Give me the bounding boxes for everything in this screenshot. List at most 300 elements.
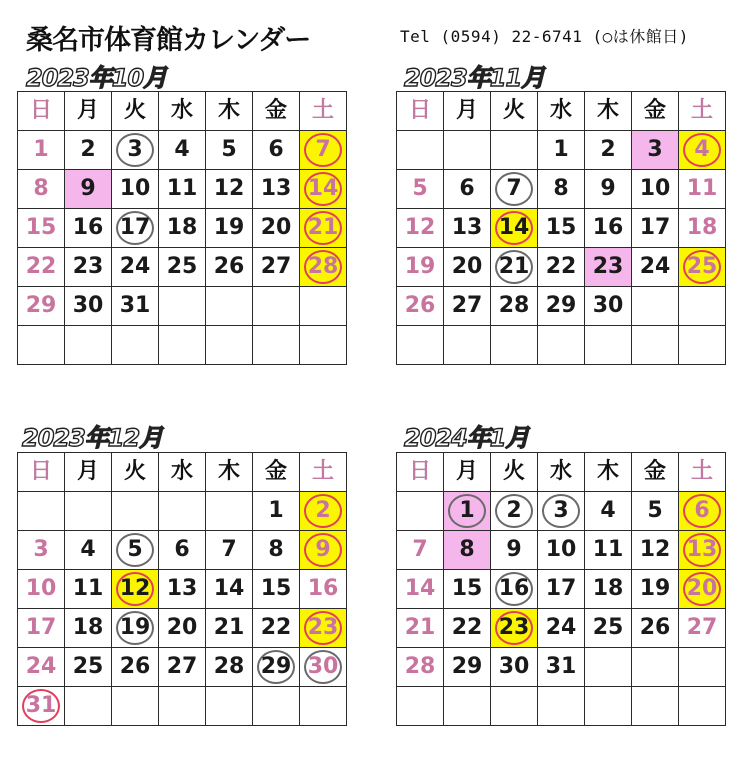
day-number: 17 xyxy=(119,215,151,240)
month-year: 2023 xyxy=(22,424,85,452)
day-cell xyxy=(444,492,491,531)
day-number: 7 xyxy=(506,176,522,201)
day-number: 14 xyxy=(498,215,530,240)
weekday-header: 土 xyxy=(300,453,347,492)
day-cell xyxy=(300,492,347,531)
day-number: 20 xyxy=(686,576,718,601)
day-number: 4 xyxy=(174,137,190,162)
day-number: 6 xyxy=(174,537,190,562)
day-cell xyxy=(679,131,726,170)
weekday-header: 木 xyxy=(585,92,632,131)
week-row xyxy=(397,287,726,326)
empty-cell xyxy=(253,687,300,726)
day-cell xyxy=(538,209,585,248)
day-number: 5 xyxy=(127,537,143,562)
day-cell xyxy=(300,570,347,609)
day-cell xyxy=(159,131,206,170)
weekday-header: 月 xyxy=(444,92,491,131)
week-row xyxy=(397,492,726,531)
day-cell xyxy=(444,570,491,609)
day-number: 29 xyxy=(545,293,577,318)
empty-cell xyxy=(206,326,253,365)
day-cell xyxy=(300,248,347,287)
month-year: 2023 xyxy=(26,64,89,92)
month-name: 年11月 xyxy=(466,64,545,92)
week-row xyxy=(18,570,347,609)
empty-cell xyxy=(300,687,347,726)
day-number: 21 xyxy=(498,254,530,279)
day-cell xyxy=(679,570,726,609)
day-cell xyxy=(397,287,444,326)
weekday-header: 土 xyxy=(300,92,347,131)
day-number: 26 xyxy=(119,654,151,679)
day-cell xyxy=(491,209,538,248)
weekday-header-row xyxy=(18,92,347,131)
day-cell xyxy=(679,531,726,570)
week-row xyxy=(397,531,726,570)
empty-cell xyxy=(444,687,491,726)
day-number: 21 xyxy=(404,615,436,640)
weekday-header: 金 xyxy=(253,92,300,131)
weekday-header: 金 xyxy=(253,453,300,492)
day-number: 8 xyxy=(459,537,475,562)
day-number: 3 xyxy=(33,537,49,562)
day-number: 26 xyxy=(404,293,436,318)
empty-cell xyxy=(397,687,444,726)
day-number: 31 xyxy=(545,654,577,679)
empty-cell xyxy=(444,131,491,170)
day-cell xyxy=(585,131,632,170)
day-number: 5 xyxy=(412,176,428,201)
day-cell xyxy=(206,248,253,287)
weekday-header: 日 xyxy=(397,453,444,492)
day-cell xyxy=(444,531,491,570)
day-number: 11 xyxy=(72,576,104,601)
day-cell xyxy=(585,609,632,648)
day-cell xyxy=(18,248,65,287)
day-cell xyxy=(491,170,538,209)
day-number: 22 xyxy=(25,254,57,279)
empty-cell xyxy=(585,648,632,687)
empty-cell xyxy=(65,687,112,726)
day-number: 19 xyxy=(213,215,245,240)
day-cell xyxy=(112,287,159,326)
day-cell xyxy=(538,492,585,531)
day-number: 18 xyxy=(166,215,198,240)
day-number: 12 xyxy=(404,215,436,240)
day-cell xyxy=(253,531,300,570)
week-row xyxy=(18,648,347,687)
weekday-header: 水 xyxy=(538,92,585,131)
weekday-header: 木 xyxy=(206,92,253,131)
empty-cell xyxy=(206,287,253,326)
empty-cell xyxy=(679,687,726,726)
day-number: 24 xyxy=(25,654,57,679)
day-cell xyxy=(253,609,300,648)
weekday-header: 土 xyxy=(679,92,726,131)
day-number: 28 xyxy=(213,654,245,679)
day-cell xyxy=(491,609,538,648)
empty-cell xyxy=(491,131,538,170)
day-number: 8 xyxy=(33,176,49,201)
day-cell xyxy=(18,648,65,687)
day-number: 6 xyxy=(694,498,710,523)
day-number: 22 xyxy=(545,254,577,279)
day-cell xyxy=(65,570,112,609)
day-cell xyxy=(491,287,538,326)
empty-cell xyxy=(444,326,491,365)
day-number: 13 xyxy=(260,176,292,201)
day-cell xyxy=(206,648,253,687)
day-cell xyxy=(300,531,347,570)
day-cell xyxy=(397,648,444,687)
empty-cell xyxy=(65,492,112,531)
week-row xyxy=(18,326,347,365)
day-cell xyxy=(65,209,112,248)
phone-note: Tel (0594) 22-6741 (○は休館日) xyxy=(400,27,689,46)
empty-cell xyxy=(632,687,679,726)
week-row xyxy=(18,209,347,248)
day-cell xyxy=(159,170,206,209)
day-number: 17 xyxy=(545,576,577,601)
day-number: 9 xyxy=(315,537,331,562)
day-cell xyxy=(585,570,632,609)
day-cell xyxy=(585,170,632,209)
day-cell xyxy=(253,170,300,209)
weekday-header: 日 xyxy=(397,92,444,131)
week-row xyxy=(397,570,726,609)
empty-cell xyxy=(112,326,159,365)
day-number: 2 xyxy=(600,137,616,162)
weekday-header: 水 xyxy=(538,453,585,492)
day-cell xyxy=(159,248,206,287)
day-cell xyxy=(632,531,679,570)
day-cell xyxy=(632,609,679,648)
day-cell xyxy=(538,287,585,326)
empty-cell xyxy=(491,326,538,365)
day-number: 27 xyxy=(166,654,198,679)
day-cell xyxy=(444,609,491,648)
day-number: 15 xyxy=(451,576,483,601)
weekday-header-row xyxy=(397,453,726,492)
day-number: 28 xyxy=(498,293,530,318)
day-cell xyxy=(585,248,632,287)
weekday-header: 月 xyxy=(65,453,112,492)
day-number: 23 xyxy=(592,254,624,279)
day-cell xyxy=(65,287,112,326)
day-number: 17 xyxy=(25,615,57,640)
day-number: 2 xyxy=(315,498,331,523)
day-number: 8 xyxy=(553,176,569,201)
empty-cell xyxy=(159,287,206,326)
empty-cell xyxy=(397,131,444,170)
empty-cell xyxy=(159,326,206,365)
day-cell xyxy=(538,609,585,648)
day-number: 16 xyxy=(592,215,624,240)
day-cell xyxy=(159,531,206,570)
weekday-header: 金 xyxy=(632,453,679,492)
day-number: 4 xyxy=(600,498,616,523)
day-cell xyxy=(18,531,65,570)
day-number: 19 xyxy=(119,615,151,640)
day-cell xyxy=(491,648,538,687)
week-row xyxy=(397,326,726,365)
day-number: 15 xyxy=(260,576,292,601)
day-cell xyxy=(112,609,159,648)
day-number: 16 xyxy=(498,576,530,601)
day-number: 24 xyxy=(639,254,671,279)
day-cell xyxy=(679,248,726,287)
day-cell xyxy=(585,287,632,326)
day-cell xyxy=(300,131,347,170)
day-cell xyxy=(206,570,253,609)
day-number: 24 xyxy=(119,254,151,279)
calendar-dec xyxy=(17,452,347,726)
page-title: 桑名市体育館カレンダー xyxy=(26,25,311,56)
empty-cell xyxy=(585,326,632,365)
day-number: 26 xyxy=(213,254,245,279)
day-number: 3 xyxy=(647,137,663,162)
day-cell xyxy=(65,648,112,687)
empty-cell xyxy=(632,326,679,365)
day-cell xyxy=(538,570,585,609)
empty-cell xyxy=(206,492,253,531)
calendar-jan xyxy=(396,452,726,726)
week-row xyxy=(397,209,726,248)
day-cell xyxy=(112,570,159,609)
day-number: 27 xyxy=(260,254,292,279)
day-number: 31 xyxy=(25,693,57,718)
day-number: 18 xyxy=(592,576,624,601)
day-cell xyxy=(491,531,538,570)
day-cell xyxy=(253,248,300,287)
day-number: 1 xyxy=(268,498,284,523)
week-row xyxy=(18,287,347,326)
day-number: 25 xyxy=(592,615,624,640)
empty-cell xyxy=(18,492,65,531)
day-number: 22 xyxy=(451,615,483,640)
month-year: 2023 xyxy=(404,64,467,92)
day-number: 1 xyxy=(459,498,475,523)
day-cell xyxy=(253,570,300,609)
weekday-header: 日 xyxy=(18,453,65,492)
day-number: 18 xyxy=(686,215,718,240)
day-number: 30 xyxy=(72,293,104,318)
day-number: 3 xyxy=(553,498,569,523)
day-cell xyxy=(112,170,159,209)
weekday-header: 火 xyxy=(491,453,538,492)
day-cell xyxy=(444,648,491,687)
day-cell xyxy=(18,209,65,248)
week-row xyxy=(397,131,726,170)
day-cell xyxy=(679,609,726,648)
day-number: 19 xyxy=(639,576,671,601)
empty-cell xyxy=(632,648,679,687)
weekday-header: 金 xyxy=(632,92,679,131)
week-row xyxy=(18,609,347,648)
day-cell xyxy=(538,131,585,170)
weekday-header: 土 xyxy=(679,453,726,492)
empty-cell xyxy=(159,492,206,531)
empty-cell xyxy=(632,287,679,326)
day-cell xyxy=(65,170,112,209)
empty-cell xyxy=(253,287,300,326)
empty-cell xyxy=(159,687,206,726)
day-cell xyxy=(112,248,159,287)
day-cell xyxy=(585,209,632,248)
empty-cell xyxy=(206,687,253,726)
day-number: 11 xyxy=(686,176,718,201)
day-number: 14 xyxy=(404,576,436,601)
day-cell xyxy=(18,131,65,170)
day-cell xyxy=(18,287,65,326)
calendar-oct xyxy=(17,91,347,365)
day-number: 10 xyxy=(639,176,671,201)
day-number: 9 xyxy=(80,176,96,201)
month-label-nov xyxy=(404,58,544,93)
weekday-header: 水 xyxy=(159,92,206,131)
day-cell xyxy=(397,531,444,570)
weekday-header: 火 xyxy=(491,92,538,131)
day-cell xyxy=(65,248,112,287)
day-number: 9 xyxy=(600,176,616,201)
weekday-header: 木 xyxy=(206,453,253,492)
day-number: 7 xyxy=(221,537,237,562)
day-cell xyxy=(397,609,444,648)
day-number: 27 xyxy=(686,615,718,640)
day-cell xyxy=(585,492,632,531)
day-cell xyxy=(632,209,679,248)
day-cell xyxy=(65,609,112,648)
day-cell xyxy=(538,648,585,687)
empty-cell xyxy=(491,687,538,726)
empty-cell xyxy=(538,326,585,365)
month-label-oct xyxy=(26,58,166,93)
month-name: 年12月 xyxy=(84,424,163,452)
day-cell xyxy=(632,248,679,287)
day-cell xyxy=(65,131,112,170)
weekday-header: 月 xyxy=(444,453,491,492)
day-cell xyxy=(632,131,679,170)
day-number: 8 xyxy=(268,537,284,562)
day-number: 3 xyxy=(127,137,143,162)
day-number: 28 xyxy=(404,654,436,679)
day-cell xyxy=(300,170,347,209)
day-cell xyxy=(18,609,65,648)
month-label-dec xyxy=(22,418,162,453)
day-number: 1 xyxy=(553,137,569,162)
empty-cell xyxy=(300,287,347,326)
day-number: 17 xyxy=(639,215,671,240)
day-number: 11 xyxy=(592,537,624,562)
empty-cell xyxy=(65,326,112,365)
day-cell xyxy=(206,209,253,248)
day-number: 15 xyxy=(545,215,577,240)
day-cell xyxy=(253,648,300,687)
day-cell xyxy=(397,170,444,209)
day-cell xyxy=(679,492,726,531)
day-number: 7 xyxy=(315,137,331,162)
day-cell xyxy=(679,209,726,248)
day-cell xyxy=(397,248,444,287)
day-cell xyxy=(112,648,159,687)
week-row xyxy=(18,687,347,726)
day-number: 31 xyxy=(119,293,151,318)
day-number: 13 xyxy=(686,537,718,562)
day-number: 30 xyxy=(592,293,624,318)
empty-cell xyxy=(397,492,444,531)
day-number: 30 xyxy=(307,654,339,679)
day-cell xyxy=(206,609,253,648)
day-cell xyxy=(491,492,538,531)
weekday-header: 火 xyxy=(112,92,159,131)
week-row xyxy=(18,131,347,170)
week-row xyxy=(18,170,347,209)
day-cell xyxy=(159,209,206,248)
day-number: 21 xyxy=(307,215,339,240)
calendar-nov xyxy=(396,91,726,365)
day-cell xyxy=(444,248,491,287)
day-number: 29 xyxy=(451,654,483,679)
day-number: 2 xyxy=(506,498,522,523)
day-number: 6 xyxy=(268,137,284,162)
day-cell xyxy=(444,170,491,209)
day-cell xyxy=(206,531,253,570)
day-cell xyxy=(538,531,585,570)
empty-cell xyxy=(112,492,159,531)
day-cell xyxy=(300,648,347,687)
day-cell xyxy=(112,531,159,570)
empty-cell xyxy=(679,648,726,687)
weekday-header: 日 xyxy=(18,92,65,131)
day-number: 22 xyxy=(260,615,292,640)
day-number: 7 xyxy=(412,537,428,562)
day-number: 10 xyxy=(119,176,151,201)
weekday-header: 月 xyxy=(65,92,112,131)
day-number: 9 xyxy=(506,537,522,562)
day-number: 13 xyxy=(166,576,198,601)
week-row xyxy=(18,531,347,570)
day-number: 27 xyxy=(451,293,483,318)
day-number: 25 xyxy=(166,254,198,279)
day-number: 10 xyxy=(545,537,577,562)
day-cell xyxy=(18,570,65,609)
day-cell xyxy=(538,248,585,287)
day-cell xyxy=(253,131,300,170)
day-number: 24 xyxy=(545,615,577,640)
weekday-header: 木 xyxy=(585,453,632,492)
weekday-header: 火 xyxy=(112,453,159,492)
day-cell xyxy=(397,570,444,609)
day-number: 30 xyxy=(498,654,530,679)
empty-cell xyxy=(538,687,585,726)
day-number: 19 xyxy=(404,254,436,279)
day-cell xyxy=(632,170,679,209)
day-cell xyxy=(253,492,300,531)
month-year: 2024 xyxy=(404,424,467,452)
day-number: 15 xyxy=(25,215,57,240)
day-cell xyxy=(491,570,538,609)
day-number: 14 xyxy=(307,176,339,201)
day-number: 18 xyxy=(72,615,104,640)
day-number: 29 xyxy=(25,293,57,318)
day-number: 20 xyxy=(260,215,292,240)
day-number: 13 xyxy=(451,215,483,240)
day-number: 12 xyxy=(213,176,245,201)
day-cell xyxy=(18,687,65,726)
day-cell xyxy=(206,131,253,170)
week-row xyxy=(397,609,726,648)
